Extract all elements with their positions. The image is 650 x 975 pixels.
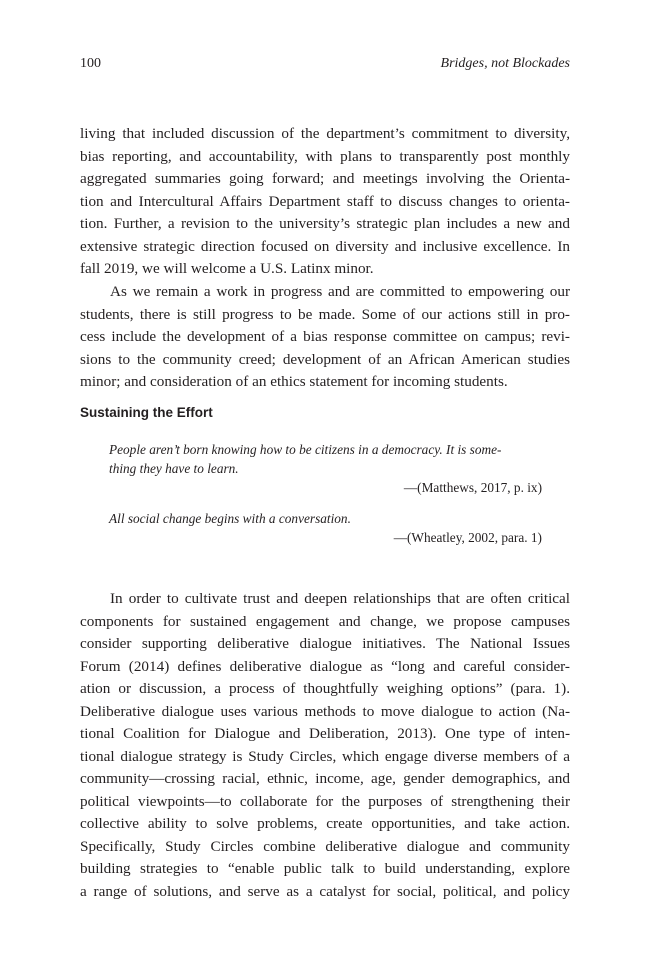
- text-line: In order to cultivate trust and deepen relationships that are often critical: [110, 590, 570, 607]
- text-line: Forum (2014) defines deliberative dialogue as “long and careful consider-: [80, 657, 570, 675]
- text-line: collective ability to solve problems, create opportunities, and take action.: [80, 815, 570, 832]
- epigraph-quote-line: thing they have to learn.: [109, 461, 239, 476]
- text-line: Deliberative dialogue uses various methods to move dialogue to action (Na-: [80, 702, 570, 720]
- epigraph-attribution: —(Wheatley, 2002, para. 1): [393, 530, 542, 545]
- text-line: a range of solutions, and serve as a catalyst for social, political, and policy: [80, 882, 570, 900]
- epigraph: [109, 509, 542, 547]
- text-line: cess include the development of a bias response committee on campus; revi-: [80, 328, 570, 345]
- epigraph-quote-line: People aren’t born knowing how to be citizens in a democracy. It is some-: [109, 442, 502, 457]
- text-line: consider supporting deliberative dialogue initiatives. The National Issues: [80, 635, 570, 652]
- text-line: aggregated summaries going forward; and meetings involving the Orienta-: [80, 170, 570, 187]
- text-line: building strategies to “enable public talk to build understanding, explore: [80, 860, 570, 877]
- text-line: tion and Intercultural Affairs Department staff to discuss changes to orienta-: [80, 192, 570, 210]
- text-line: Specifically, Study Circles combine deliberative dialogue and community: [80, 837, 570, 855]
- epigraph: [109, 440, 542, 497]
- paragraph: [80, 281, 570, 394]
- text-line: tion. Further, a revision to the university’s strategic plan includes a new and: [80, 215, 570, 232]
- text-line: minor; and consideration of an ethics statement for incoming students.: [80, 373, 508, 390]
- text-line: political viewpoints—to collaborate for the purposes of strengthening their: [80, 792, 570, 810]
- section-heading: Sustaining the Effort: [80, 405, 213, 420]
- text-line: community—crossing racial, ethnic, income, age, gender demographics, and: [80, 770, 570, 787]
- text-line: extensive strategic direction focused on diversity and inclusive excellence. In: [80, 237, 570, 255]
- running-head: [80, 53, 570, 75]
- epigraph-attribution: —(Matthews, 2017, p. ix): [403, 480, 542, 495]
- text-line: living that included discussion of the department’s commitment to diversity,: [80, 125, 570, 142]
- text-line: students, there is still progress to be made. Some of our actions still in pro-: [80, 305, 570, 323]
- text-line: bias reporting, and accountability, with plans to transparently post monthly: [80, 147, 570, 165]
- text-line: fall 2019, we will welcome a U.S. Latinx minor.: [80, 260, 374, 277]
- text-line: ation or discussion, a process of thoughtfully weighing options” (para. 1).: [80, 680, 570, 697]
- text-line: tional Coalition for Dialogue and Deliberation, 2013). One type of inten-: [80, 725, 570, 742]
- paragraph: [80, 588, 570, 903]
- paragraph-continued: [80, 123, 570, 281]
- page-number: 100: [80, 56, 101, 71]
- text-line: components for sustained engagement and change, we propose campuses: [80, 612, 570, 630]
- text-line: As we remain a work in progress and are committed to empowering our: [110, 283, 570, 300]
- running-title: Bridges, not Blockades: [440, 56, 570, 71]
- epigraph-quote-line: All social change begins with a conversation.: [109, 511, 351, 526]
- text-line: sions to the community creed; development of an African American studies: [80, 350, 570, 368]
- text-line: tional dialogue strategy is Study Circles, which engage diverse members of a: [80, 747, 570, 765]
